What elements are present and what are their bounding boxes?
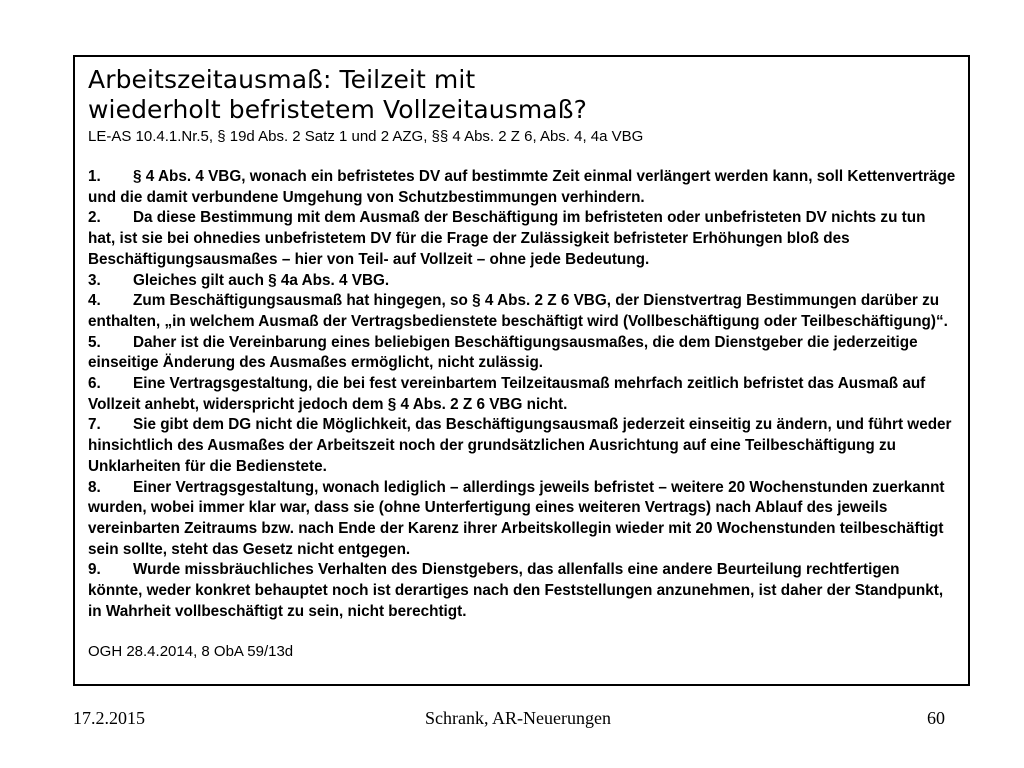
item-number: 5. [88, 333, 101, 351]
item-number: 6. [88, 375, 101, 393]
item-number: 7. [88, 416, 101, 434]
footer-author: Schrank, AR-Neuerungen [425, 708, 611, 728]
slide-title-line-2: wiederholt befristetem Vollzeitausmaß? [88, 95, 587, 124]
item-text: Eine Vertragsgestaltung, die bei fest vereinbartem Teilzeitausmaß mehrfach zeitlich befristet das Ausmaß auf Vollzeit anhebt, widerspricht jedoch dem § 4 Abs. 2 Z 6 VBG nicht. [88, 375, 926, 413]
item-text: § 4 Abs. 4 VBG, wonach ein befristetes DV auf bestimmte Zeit einmal verlängert werden kann, soll Kettenverträge und die damit verbundene Umgehung von Schutzbestimmungen verhindern. [88, 168, 956, 206]
item-number: 3. [88, 271, 101, 289]
footer-date: 17.2.2015 [73, 708, 145, 728]
court-citation: OGH 28.4.2014, 8 ObA 59/13d [88, 643, 294, 661]
footer-page-number: 60 [927, 708, 945, 728]
list-item [88, 291, 956, 332]
item-text: Da diese Bestimmung mit dem Ausmaß der Beschäftigung im befristeten oder unbefristeten DV nichts zu tun hat, ist sie bei ohnedies unbefristetem DV für die Frage der Zulässigkeit befristeter Erhöhungen bloß des Beschäftigungsausmaßes – hier von Teil- auf Vollzeit – ohne jede Bedeutung. [88, 209, 926, 268]
item-text: Wurde missbräuchliches Verhalten des Dienstgebers, das allenfalls eine andere Beurteilung rechtfertigen könnte, weder konkret behauptet noch ist derartiges nach den Feststellungen anzunehmen, ist daher der Standpunkt, in Wahrheit vollbeschäftigt zu sein, nicht berechtigt. [88, 561, 944, 620]
item-number: 8. [88, 478, 101, 496]
item-text: Daher ist die Vereinbarung eines beliebigen Beschäftigungsausmaßes, die dem Dienstgeber die jederzeitige einseitige Änderung des Ausmaßes ermöglicht, nicht zulässig. [88, 333, 918, 372]
legal-reference: LE-AS 10.4.1.Nr.5, § 19d Abs. 2 Satz 1 und 2 AZG, §§ 4 Abs. 2 Z 6, Abs. 4, 4a VBG [88, 128, 644, 145]
item-number: 9. [88, 561, 101, 579]
item-text: Gleiches gilt auch § 4a Abs. 4 VBG. [133, 271, 390, 289]
slide-content-box [73, 55, 970, 686]
item-number: 2. [88, 209, 101, 227]
list-item [88, 167, 956, 208]
list-item [88, 333, 956, 374]
item-text: Zum Beschäftigungsausmaß hat hingegen, so § 4 Abs. 2 Z 6 VBG, der Dienstvertrag Bestimmungen darüber zu enthalten, „in welchem Ausmaß der Vertragsbedienstete beschäftigt wird (Vollbeschäftigung oder Teilbeschäftigung)“. [88, 292, 948, 330]
slide-title [88, 65, 956, 125]
list-item [88, 560, 956, 622]
list-item [88, 478, 956, 561]
item-text: Sie gibt dem DG nicht die Möglichkeit, das Beschäftigungsausmaß jederzeit einseitig zu ändern, und führt weder hinsichtlich des Ausmaßes der Arbeitszeit noch der grundsätzlichen Ausrichtung auf eine Teilbeschäftigung zu Unklarheiten für die Bedienstete. [88, 416, 952, 475]
list-item [88, 271, 956, 292]
list-item [88, 208, 956, 270]
item-number: 4. [88, 292, 101, 310]
item-number: 1. [88, 168, 101, 185]
list-item [88, 415, 956, 477]
slide-title-line-1: Arbeitszeitausmaß: Teilzeit mit [88, 65, 476, 94]
list-item [88, 374, 956, 415]
numbered-list [88, 167, 956, 622]
item-text: Einer Vertragsgestaltung, wonach lediglich – allerdings jeweils befristet – weitere 20 Wochenstunden zuerkannt wurden, wobei immer klar war, dass sie (ohne Unterfertigung eines weiteren Vertrags) nach Ablauf des jeweils vereinbarten Zeitraums bzw. nach Ende der Karenz ihrer Arbeitskollegin wieder mit 20 Wochenstunden teilbeschäftigt sein sollte, steht das Gesetz nicht entgegen. [88, 478, 945, 558]
